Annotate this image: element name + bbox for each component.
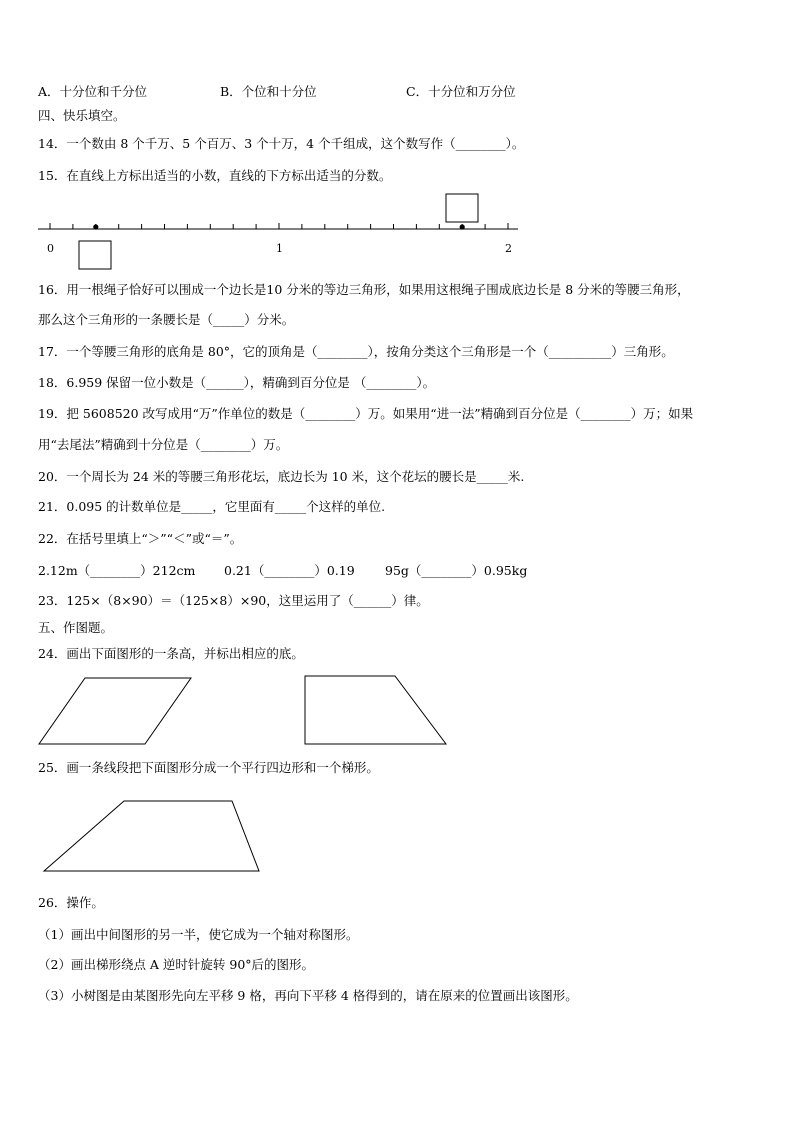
question-19-line-2: 用“去尾法”精确到十分位是（________）万。 — [38, 437, 289, 452]
question-20: 20．一个周长为 24 米的等腰三角形花坛，底边长为 10 米，这个花坛的腰长是_____米. — [38, 469, 525, 484]
number-line-ticks — [50, 223, 508, 229]
answer-box-upper[interactable] — [446, 194, 478, 222]
question-23: 23．125×（8×90）＝（125×8）×90，这里运用了（______）律。 — [38, 593, 429, 608]
trapezoid-shape — [305, 676, 446, 744]
parallelogram-shape — [39, 678, 191, 744]
question-24: 24．画出下面图形的一条高，并标出相应的底。 — [38, 646, 304, 661]
question-26-part-1: （1）画出中间图形的另一半，使它成为一个轴对称图形。 — [38, 927, 359, 942]
section-4-heading: 四、快乐填空。 — [38, 108, 126, 123]
question-25: 25．画一条线段把下面图形分成一个平行四边形和一个梯形。 — [38, 760, 379, 775]
question-18: 18．6.959 保留一位小数是（______），精确到百分位是 （________）。 — [38, 375, 436, 390]
number-line-point-2 — [460, 224, 465, 229]
question-22-item-2: 0.21（________）0.19 — [224, 563, 355, 578]
option-b: B．个位和十分位 — [220, 84, 317, 99]
question-14: 14．一个数由 8 个千万、5 个百万、3 个十万，4 个千组成，这个数写作（________）。 — [38, 136, 525, 151]
number-line — [0, 190, 794, 270]
number-line-point-1 — [93, 224, 98, 229]
option-a: A．十分位和千分位 — [38, 84, 148, 99]
question-17: 17．一个等腰三角形的底角是 80°，它的顶角是（________），按角分类这个三角形是一个（__________）三角形。 — [38, 344, 674, 359]
number-line-label-1: 1 — [276, 242, 283, 255]
question-16-line-1: 16．用一根绳子恰好可以围成一个边长是10 分米的等边三角形，如果用这根绳子围成底边长是 8 分米的等腰三角形， — [38, 282, 690, 297]
q24-figures — [0, 670, 794, 750]
question-26-part-2: （2）画出梯形绕点 A 逆时针旋转 90°后的图形。 — [38, 957, 315, 972]
number-line-label-0: 0 — [47, 242, 54, 255]
question-26-part-3: （3）小树图是由某图形先向左平移 9 格，再向下平移 4 格得到的，请在原来的位置画出该图形。 — [38, 988, 578, 1003]
question-22-item-3: 95g（________）0.95kg — [385, 563, 528, 578]
number-line-label-2: 2 — [505, 242, 512, 255]
option-c: C．十分位和万分位 — [406, 84, 516, 99]
question-22-item-1: 2.12m（________）212cm — [38, 563, 196, 578]
question-21: 21．0.095 的计数单位是_____，它里面有_____个这样的单位. — [38, 499, 386, 514]
question-15: 15．在直线上方标出适当的小数，直线的下方标出适当的分数。 — [38, 168, 392, 183]
trapezoid-shape-q25 — [44, 801, 259, 871]
question-26: 26．操作。 — [38, 895, 104, 910]
question-16-line-2: 那么这个三角形的一条腰长是（_____）分米。 — [38, 312, 295, 327]
question-19-line-1: 19．把 5608520 改写成用“万”作单位的数是（________）万。如果用“进一法”精确到百分位是（________）万；如果 — [38, 406, 694, 421]
section-5-heading: 五、作图题。 — [38, 620, 114, 635]
q25-figure — [0, 795, 794, 875]
question-22: 22．在括号里填上“＞”“＜”或“＝”。 — [38, 531, 243, 546]
answer-box-lower[interactable] — [79, 241, 111, 269]
